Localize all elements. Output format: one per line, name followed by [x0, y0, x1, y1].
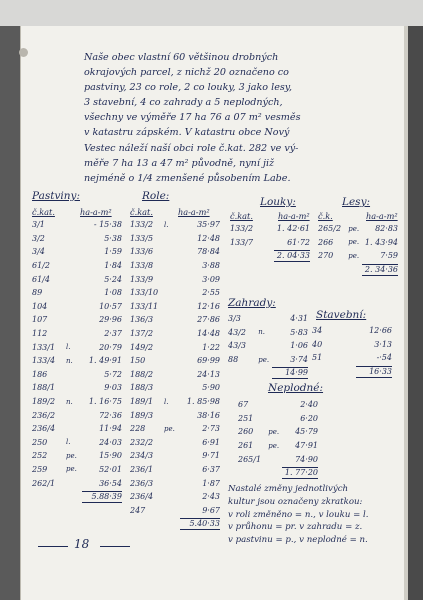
area-value: -·54	[376, 353, 392, 363]
total-value: 2. 04·33	[274, 250, 310, 262]
area-value: 20·79	[99, 342, 122, 352]
table-row	[32, 408, 128, 422]
area-value: 1. 85·98	[186, 397, 220, 407]
parcel-number: 89	[32, 288, 43, 298]
note-line: v pastvinu = p., v neplodné = n.	[228, 535, 368, 546]
table-row	[238, 412, 318, 426]
change-mark: l.	[164, 397, 169, 406]
note-line: v průhonu = pr. v zahradu = z.	[228, 522, 363, 533]
parcel-number: 34	[312, 326, 323, 336]
parcel-number: 133/9	[130, 274, 154, 284]
area-value: 1. 42·61	[276, 224, 310, 234]
table-row	[130, 422, 226, 436]
table-row	[32, 463, 128, 477]
parcel-number: 3/4	[32, 247, 45, 257]
area-value: 27·86	[197, 315, 220, 325]
intro-line: okrajových parcel, z nichž 20 označeno co	[84, 67, 289, 79]
zahrady-table	[228, 312, 308, 380]
area-value: 5·83	[290, 327, 308, 337]
area-value: 1. 16·75	[88, 397, 122, 407]
table-row	[32, 272, 128, 286]
column-header-parcel: č.kat.	[32, 207, 55, 217]
parcel-number: 133/2	[230, 224, 254, 234]
parcel-number: 189/2	[32, 397, 56, 407]
parcel-number: 270	[318, 251, 334, 261]
area-value: 14·48	[197, 329, 220, 339]
area-value: 15·90	[99, 451, 122, 461]
page-shadow	[408, 26, 423, 600]
table-row	[130, 259, 226, 273]
parcel-number: 265/2	[318, 224, 342, 234]
louky-heading: Louky:	[260, 196, 296, 208]
intro-line: pastviny, 23 co role, 2 co louky, 3 jako lesy,	[84, 82, 292, 94]
area-value: 1·06	[290, 341, 308, 351]
table-row	[230, 222, 310, 236]
total-value: 5.88·39	[82, 491, 122, 503]
change-mark: pe.	[164, 424, 175, 433]
table-row	[130, 232, 226, 246]
area-value: 78·84	[197, 247, 220, 257]
area-value: 12·66	[369, 326, 392, 336]
parcel-number: 236/1	[130, 464, 154, 474]
table-row	[130, 300, 226, 314]
table-row	[228, 339, 308, 353]
area-value: 5·90	[202, 383, 220, 393]
parcel-number: 189/1	[130, 397, 154, 407]
table-row	[130, 272, 226, 286]
table-row	[32, 259, 128, 273]
parcel-number: 236/3	[130, 478, 154, 488]
area-value: 24·13	[197, 369, 220, 379]
note-line: Nastalé změny jednotlivých	[228, 484, 349, 494]
table-row	[32, 381, 128, 395]
column-header	[230, 210, 310, 222]
parcel-number: 251	[238, 413, 254, 423]
role-table	[130, 206, 226, 531]
note-line: v roli změněno = n., v louku = l.	[228, 509, 369, 520]
area-value: 11·94	[99, 424, 122, 434]
table-row	[32, 476, 128, 490]
table-row	[130, 449, 226, 463]
change-mark: pe.	[268, 427, 280, 436]
parcel-number: 61/4	[32, 274, 50, 284]
table-row	[32, 340, 128, 354]
neplodne-table	[238, 398, 318, 480]
parcel-number: 133/4	[32, 356, 56, 366]
area-value: 9·03	[104, 383, 122, 393]
area-value: 4·31	[290, 314, 308, 324]
area-value: 5·24	[104, 274, 122, 284]
table-row	[130, 327, 226, 341]
viewer-top-bar	[0, 0, 423, 26]
intro-line: měře 7 ha 13 a 47 m² původně, nyní již	[84, 157, 275, 169]
table-row	[312, 351, 392, 365]
area-value: - 15·38	[93, 220, 122, 230]
area-value: 9·71	[202, 451, 220, 461]
table-row	[130, 381, 226, 395]
parcel-number: 3/2	[32, 233, 45, 243]
table-row	[130, 490, 226, 504]
area-value: 5·72	[104, 369, 122, 379]
lesy-heading: Lesy:	[342, 196, 371, 208]
table-row	[32, 368, 128, 382]
area-value: 35·97	[197, 220, 220, 230]
parcel-number: 133/7	[230, 237, 254, 247]
parcel-number: 43/3	[228, 341, 246, 351]
table-row	[32, 436, 128, 450]
parcel-number: 252	[32, 451, 48, 461]
intro-line: Naše obec vlastní 60 většinou drobných	[84, 52, 279, 63]
table-row	[230, 236, 310, 250]
change-mark: pe.	[66, 465, 77, 474]
area-value: 2·40	[300, 400, 318, 410]
table-row	[228, 326, 308, 340]
page-number-dash-right	[100, 546, 130, 547]
table-row	[130, 340, 226, 354]
table-row	[130, 503, 226, 517]
parcel-number: 236/2	[32, 410, 56, 420]
table-row	[130, 286, 226, 300]
parcel-number: 247	[130, 505, 146, 515]
column-header	[318, 210, 398, 222]
parcel-number: 266	[318, 237, 334, 247]
parcel-number: 150	[130, 356, 146, 366]
table-row	[318, 236, 398, 250]
parcel-number: 3/1	[32, 220, 45, 230]
column-header-parcel: č.kat.	[130, 207, 153, 217]
table-row	[130, 218, 226, 232]
column-header	[130, 206, 226, 218]
parcel-number: 133/11	[130, 301, 159, 311]
parcel-number: 104	[32, 301, 48, 311]
table-row	[32, 245, 128, 259]
column-header-area: ha-a-m²	[278, 211, 310, 221]
total-row	[32, 490, 128, 504]
change-mark: l.	[164, 220, 169, 229]
total-value: 14·99	[272, 367, 308, 379]
area-value: 1·87	[202, 478, 220, 488]
table-row	[32, 354, 128, 368]
parcel-number: 149/2	[130, 342, 154, 352]
parcel-number: 133/1	[32, 342, 56, 352]
total-row	[318, 263, 398, 277]
change-mark: pe.	[348, 238, 360, 247]
intro-paragraph	[84, 50, 384, 186]
area-value: 1. 49·91	[88, 356, 122, 366]
total-value: 2. 34·36	[362, 264, 398, 276]
table-row	[130, 354, 226, 368]
table-row	[318, 222, 398, 236]
area-value: 12·16	[197, 301, 220, 311]
page-number: 18	[74, 537, 90, 551]
table-row	[130, 395, 226, 409]
table-row	[238, 452, 318, 466]
table-row	[32, 218, 128, 232]
zahrady-heading: Zahrady:	[228, 297, 276, 309]
louky-table	[230, 210, 310, 263]
pastviny-heading: Pastviny:	[32, 190, 80, 202]
total-row	[230, 249, 310, 263]
change-mark: l.	[66, 438, 71, 447]
table-row	[318, 249, 398, 263]
area-value: 38·16	[197, 410, 220, 420]
area-value: 1·59	[104, 247, 122, 257]
table-row	[32, 300, 128, 314]
area-value: 9·67	[202, 505, 220, 515]
table-row	[312, 324, 392, 338]
parcel-number: 88	[228, 355, 239, 365]
area-value: 2·37	[104, 329, 122, 339]
intro-line: Vestec náleží naší obci role č.kat. 282 ve vý-	[84, 142, 299, 154]
parcel-number: 188/1	[32, 383, 56, 393]
parcel-number: 40	[312, 339, 323, 349]
intro-line: v katastru zápském. V katastru obce Nový	[84, 127, 290, 139]
table-row	[130, 476, 226, 490]
area-value: 6·37	[202, 464, 220, 474]
neplodne-heading: Neplodné:	[268, 382, 324, 394]
area-value: 1. 43·94	[364, 237, 398, 247]
area-value: 12·48	[197, 233, 220, 243]
table-row	[130, 313, 226, 327]
parcel-number: 133/2	[130, 220, 154, 230]
parcel-number: 43/2	[228, 327, 246, 337]
area-value: 1·08	[104, 288, 122, 298]
area-value: 3·88	[202, 261, 220, 271]
stavebni-table	[312, 324, 392, 378]
table-row	[32, 395, 128, 409]
abbreviation-note	[228, 483, 398, 547]
parcel-number: 133/6	[130, 247, 154, 257]
intro-line: nejméně o 1/4 zmenšené působením Labe.	[84, 172, 291, 184]
change-mark: n.	[66, 356, 73, 365]
column-header-parcel: č.kat.	[230, 211, 253, 221]
pastviny-table	[32, 206, 128, 503]
table-row	[312, 338, 392, 352]
area-value: 6·91	[202, 437, 220, 447]
area-value: 2·73	[202, 424, 220, 434]
parcel-number: 234/3	[130, 451, 154, 461]
parcel-number: 112	[32, 329, 48, 339]
table-row	[130, 436, 226, 450]
table-row	[32, 313, 128, 327]
total-value: 16·33	[356, 366, 392, 378]
area-value: 2·43	[202, 492, 220, 502]
column-header-area: ha-a-m²	[80, 207, 112, 217]
area-value: 10·57	[99, 301, 122, 311]
total-row	[312, 365, 392, 379]
table-row	[32, 422, 128, 436]
area-value: 74·90	[295, 454, 318, 464]
parcel-number: 186	[32, 369, 48, 379]
column-header	[32, 206, 128, 218]
change-mark: pe.	[348, 224, 360, 233]
table-row	[130, 368, 226, 382]
parcel-number: 262/1	[32, 478, 56, 488]
total-value: 5.40·33	[180, 518, 220, 530]
total-row	[238, 466, 318, 480]
area-value: 36·54	[99, 478, 122, 488]
change-mark: pe.	[258, 355, 270, 364]
column-header-area: ha-a-m²	[366, 211, 398, 221]
intro-line: všechny ve výměře 17 ha 76 a 07 m² vesměs	[84, 112, 301, 124]
parcel-number: 236/4	[130, 492, 154, 502]
area-value: 47·91	[295, 441, 318, 451]
parcel-number: 232/2	[130, 437, 154, 447]
parcel-number: 261	[238, 441, 254, 451]
stavebni-heading: Stavební:	[316, 309, 367, 321]
parcel-number: 3/3	[228, 314, 241, 324]
parcel-number: 133/5	[130, 233, 154, 243]
change-mark: n.	[258, 328, 265, 337]
area-value: 72·36	[99, 410, 122, 420]
parcel-number: 188/3	[130, 383, 154, 393]
total-row	[130, 517, 226, 531]
parcel-number: 107	[32, 315, 48, 325]
parcel-number: 136/3	[130, 315, 154, 325]
role-heading: Role:	[142, 190, 170, 202]
parcel-number: 51	[312, 353, 323, 363]
parcel-number: 137/2	[130, 329, 154, 339]
area-value: 3·09	[202, 274, 220, 284]
change-mark: pe.	[348, 251, 360, 260]
parcel-number: 61/2	[32, 261, 50, 271]
note-line: kultur jsou označeny zkratkou:	[228, 496, 363, 507]
lesy-table	[318, 210, 398, 276]
table-row	[32, 449, 128, 463]
total-row	[228, 366, 308, 380]
parcel-number: 260	[238, 427, 254, 437]
table-row	[130, 408, 226, 422]
table-row	[228, 312, 308, 326]
page-number-dash-left	[38, 546, 68, 547]
area-value: 1·84	[104, 261, 122, 271]
binding-hole	[19, 48, 28, 57]
table-row	[130, 463, 226, 477]
total-value: 1. 77·20	[282, 467, 318, 479]
area-value: 29·96	[99, 315, 122, 325]
change-mark: n.	[66, 397, 73, 406]
column-header-area: ha-a-m²	[178, 207, 210, 217]
change-mark: l.	[66, 343, 71, 352]
table-row	[32, 232, 128, 246]
parcel-number: 228	[130, 424, 146, 434]
area-value: 6·20	[300, 413, 318, 423]
parcel-number: 265/1	[238, 454, 262, 464]
column-header-parcel: č.k.	[318, 211, 333, 221]
area-value: 61·72	[287, 237, 310, 247]
parcel-number: 133/8	[130, 261, 154, 271]
area-value: 3·74	[290, 355, 308, 365]
change-mark: pe.	[66, 451, 77, 460]
parcel-number: 236/4	[32, 424, 56, 434]
table-row	[238, 439, 318, 453]
area-value: 2·55	[202, 288, 220, 298]
area-value: 82·83	[375, 224, 398, 234]
parcel-number: 259	[32, 464, 48, 474]
area-value: 5·38	[104, 233, 122, 243]
table-row	[238, 425, 318, 439]
area-value: 69·99	[197, 356, 220, 366]
table-row	[32, 327, 128, 341]
area-value: 3·13	[374, 339, 392, 349]
table-row	[32, 286, 128, 300]
area-value: 45·79	[295, 427, 318, 437]
intro-line: 3 stavební, 4 co zahrady a 5 neplodných,	[84, 97, 283, 109]
area-value: 52·01	[99, 464, 122, 474]
parcel-number: 67	[238, 400, 249, 410]
area-value: 24·03	[99, 437, 122, 447]
table-row	[238, 398, 318, 412]
parcel-number: 133/10	[130, 288, 159, 298]
table-row	[130, 245, 226, 259]
parcel-number: 250	[32, 437, 48, 447]
area-value: 1·22	[202, 342, 220, 352]
area-value: 7·59	[380, 251, 398, 261]
parcel-number: 189/3	[130, 410, 154, 420]
table-row	[228, 353, 308, 367]
change-mark: pe.	[268, 441, 280, 450]
parcel-number: 188/2	[130, 369, 154, 379]
